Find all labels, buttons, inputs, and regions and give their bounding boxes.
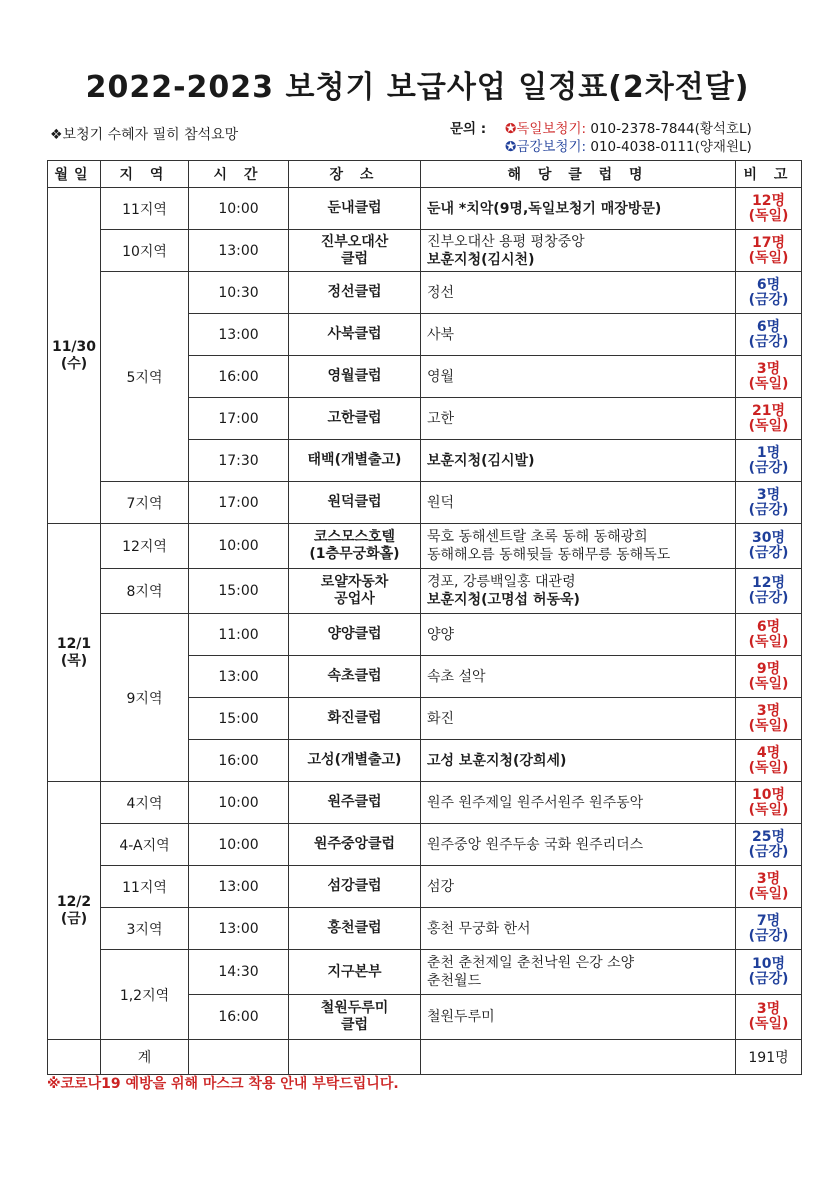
place-cell: 원주중앙클럽 — [289, 824, 421, 866]
total-label: 계 — [101, 1040, 189, 1075]
club-line: 경포, 강릉백일홍 대관령 — [427, 574, 576, 590]
contact-phone: 010-4038-0111(양재원L) — [590, 139, 752, 155]
total-row — [48, 1040, 802, 1075]
clubs-cell — [421, 740, 736, 782]
club-line: 보훈지청(김시천) — [427, 251, 535, 268]
clubs-cell — [421, 524, 736, 569]
time-cell: 10:30 — [189, 272, 289, 314]
clubs-cell — [421, 356, 736, 398]
header-place: 장 소 — [289, 161, 421, 188]
time-cell: 10:00 — [189, 524, 289, 569]
region-cell: 7지역 — [101, 482, 189, 524]
note-cell: 6명 (금강) — [736, 314, 802, 356]
region-cell: 10지역 — [101, 230, 189, 272]
table-row — [48, 866, 802, 908]
place-cell: 사북클럽 — [289, 314, 421, 356]
region-cell: 1,2지역 — [101, 950, 189, 1040]
club-line: 동해해오름 동해뒷들 동해무릉 동해독도 — [427, 547, 671, 563]
place-cell: 고성(개별출고) — [289, 740, 421, 782]
table-row — [48, 230, 802, 272]
note-cell: 12명 (독일) — [736, 188, 802, 230]
note-cell: 3명 (독일) — [736, 356, 802, 398]
time-cell: 13:00 — [189, 656, 289, 698]
note-cell: 3명 (독일) — [736, 698, 802, 740]
table-row — [48, 524, 802, 569]
club-line: 영월 — [427, 368, 455, 385]
clubs-cell — [421, 950, 736, 995]
header-time: 시 간 — [189, 161, 289, 188]
contact-label: 문의 : — [450, 121, 487, 137]
note-cell: 3명 (독일) — [736, 866, 802, 908]
star-icon: ✪ — [505, 121, 517, 137]
club-line: 사북 — [427, 326, 455, 343]
schedule-body — [48, 188, 802, 1040]
table-row — [48, 569, 802, 614]
note-cell: 30명 (금강) — [736, 524, 802, 569]
time-cell: 13:00 — [189, 908, 289, 950]
note-cell: 21명 (독일) — [736, 398, 802, 440]
mask-notice: ※코로나19 예방을 위해 마스크 착용 안내 부탁드립니다. — [47, 1076, 399, 1092]
clubs-cell — [421, 188, 736, 230]
club-line: 춘천월드 — [427, 973, 482, 989]
region-cell: 8지역 — [101, 569, 189, 614]
region-cell: 11지역 — [101, 188, 189, 230]
club-line: 보훈지청(김시발) — [427, 452, 535, 469]
place-cell: 원주클럽 — [289, 782, 421, 824]
clubs-cell — [421, 656, 736, 698]
place-cell: 코스모스호텔 (1층무궁화홀) — [289, 524, 421, 569]
contact-org: 독일보청기: — [516, 121, 587, 137]
clubs-cell — [421, 698, 736, 740]
clubs-cell — [421, 482, 736, 524]
club-line: 고한 — [427, 410, 455, 427]
table-row — [48, 272, 802, 314]
club-line: 보훈지청(고명섭 허동욱) — [427, 592, 580, 608]
club-line: 철원두루미 — [427, 1009, 495, 1025]
table-row — [48, 614, 802, 656]
time-cell: 10:00 — [189, 188, 289, 230]
club-line: 둔내 *치악(9명,독일보청기 매장방문) — [427, 200, 662, 217]
time-cell: 13:00 — [189, 230, 289, 272]
clubs-cell — [421, 908, 736, 950]
region-cell: 4-A지역 — [101, 824, 189, 866]
region-cell: 12지역 — [101, 524, 189, 569]
time-cell: 17:30 — [189, 440, 289, 482]
clubs-cell — [421, 440, 736, 482]
region-cell: 9지역 — [101, 614, 189, 782]
date-cell: 12/1 (목) — [48, 524, 101, 782]
club-line: 묵호 동해센트랄 초록 동해 동해광희 — [427, 529, 648, 545]
place-cell: 둔내클럽 — [289, 188, 421, 230]
place-cell: 화진클럽 — [289, 698, 421, 740]
time-cell: 10:00 — [189, 824, 289, 866]
time-cell: 17:00 — [189, 482, 289, 524]
table-header-row — [48, 161, 802, 188]
header-date: 월일 — [48, 161, 101, 188]
contact-org: 금강보청기: — [516, 139, 587, 155]
time-cell: 15:00 — [189, 698, 289, 740]
time-cell: 10:00 — [189, 782, 289, 824]
place-cell: 영월클럽 — [289, 356, 421, 398]
club-line: 고성 보훈지청(강희세) — [427, 752, 567, 769]
region-cell: 4지역 — [101, 782, 189, 824]
place-cell: 진부오대산 클럽 — [289, 230, 421, 272]
place-cell: 속초클럽 — [289, 656, 421, 698]
note-cell: 3명 (금강) — [736, 482, 802, 524]
attendance-notice: ❖보청기 수혜자 필히 참석요망 — [50, 127, 239, 143]
place-cell: 원덕클럽 — [289, 482, 421, 524]
place-cell: 지구본부 — [289, 950, 421, 995]
note-cell: 17명 (독일) — [736, 230, 802, 272]
club-line: 정선 — [427, 284, 455, 301]
time-cell: 14:30 — [189, 950, 289, 995]
page-title: 2022-2023 보청기 보급사업 일정표(2차전달) — [85, 70, 750, 105]
contact-line-2 — [450, 138, 752, 156]
place-cell: 홍천클럽 — [289, 908, 421, 950]
clubs-cell — [421, 398, 736, 440]
region-cell: 3지역 — [101, 908, 189, 950]
clubs-cell — [421, 230, 736, 272]
date-cell: 12/2 (금) — [48, 782, 101, 1040]
table-row — [48, 782, 802, 824]
note-cell: 25명 (금강) — [736, 824, 802, 866]
table-row — [48, 908, 802, 950]
time-cell: 16:00 — [189, 995, 289, 1040]
contact-line-1 — [450, 120, 752, 138]
time-cell: 13:00 — [189, 314, 289, 356]
time-cell: 13:00 — [189, 866, 289, 908]
clubs-cell — [421, 995, 736, 1040]
total-value: 191명 — [736, 1040, 802, 1075]
note-cell: 1명 (금강) — [736, 440, 802, 482]
club-line: 원주중앙 원주두송 국화 원주리더스 — [427, 836, 644, 853]
date-cell: 11/30 (수) — [48, 188, 101, 524]
table-row — [48, 482, 802, 524]
time-cell: 16:00 — [189, 356, 289, 398]
club-line: 양양 — [427, 626, 455, 643]
clubs-cell — [421, 272, 736, 314]
region-cell: 5지역 — [101, 272, 189, 482]
club-line: 화진 — [427, 710, 455, 727]
place-cell: 정선클럽 — [289, 272, 421, 314]
contact-info — [450, 120, 752, 156]
club-line: 섬강 — [427, 878, 455, 895]
note-cell: 9명 (독일) — [736, 656, 802, 698]
place-cell: 섬강클럽 — [289, 866, 421, 908]
place-cell: 로얄자동차 공업사 — [289, 569, 421, 614]
note-cell: 10명 (금강) — [736, 950, 802, 995]
header-note: 비 고 — [736, 161, 802, 188]
header-clubs: 해 당 클 럽 명 — [421, 161, 736, 188]
club-line: 원주 원주제일 원주서원주 원주동악 — [427, 794, 644, 811]
club-line: 홍천 무궁화 한서 — [427, 920, 531, 937]
note-cell: 6명 (금강) — [736, 272, 802, 314]
place-cell: 철원두루미 클럽 — [289, 995, 421, 1040]
club-line: 속초 설악 — [427, 668, 486, 685]
note-cell: 10명 (독일) — [736, 782, 802, 824]
time-cell: 17:00 — [189, 398, 289, 440]
header-region: 지 역 — [101, 161, 189, 188]
table-row — [48, 188, 802, 230]
club-line: 원덕 — [427, 494, 455, 511]
star-icon: ✪ — [505, 139, 517, 155]
club-line: 진부오대산 용평 평창중앙 — [427, 233, 585, 250]
time-cell: 11:00 — [189, 614, 289, 656]
contact-phone: 010-2378-7844(황석호L) — [590, 121, 752, 137]
schedule-table — [47, 160, 802, 1075]
place-cell: 양양클럽 — [289, 614, 421, 656]
clubs-cell — [421, 824, 736, 866]
clubs-cell — [421, 314, 736, 356]
table-row — [48, 950, 802, 995]
note-cell: 12명 (금강) — [736, 569, 802, 614]
time-cell: 16:00 — [189, 740, 289, 782]
note-cell: 6명 (독일) — [736, 614, 802, 656]
place-cell: 태백(개별출고) — [289, 440, 421, 482]
place-cell: 고한클럽 — [289, 398, 421, 440]
note-cell: 3명 (독일) — [736, 995, 802, 1040]
clubs-cell — [421, 614, 736, 656]
clubs-cell — [421, 569, 736, 614]
club-line: 춘천 춘천제일 춘천낙원 은강 소양 — [427, 955, 635, 971]
clubs-cell — [421, 866, 736, 908]
clubs-cell — [421, 782, 736, 824]
table-row — [48, 824, 802, 866]
note-cell: 4명 (독일) — [736, 740, 802, 782]
time-cell: 15:00 — [189, 569, 289, 614]
note-cell: 7명 (금강) — [736, 908, 802, 950]
region-cell: 11지역 — [101, 866, 189, 908]
